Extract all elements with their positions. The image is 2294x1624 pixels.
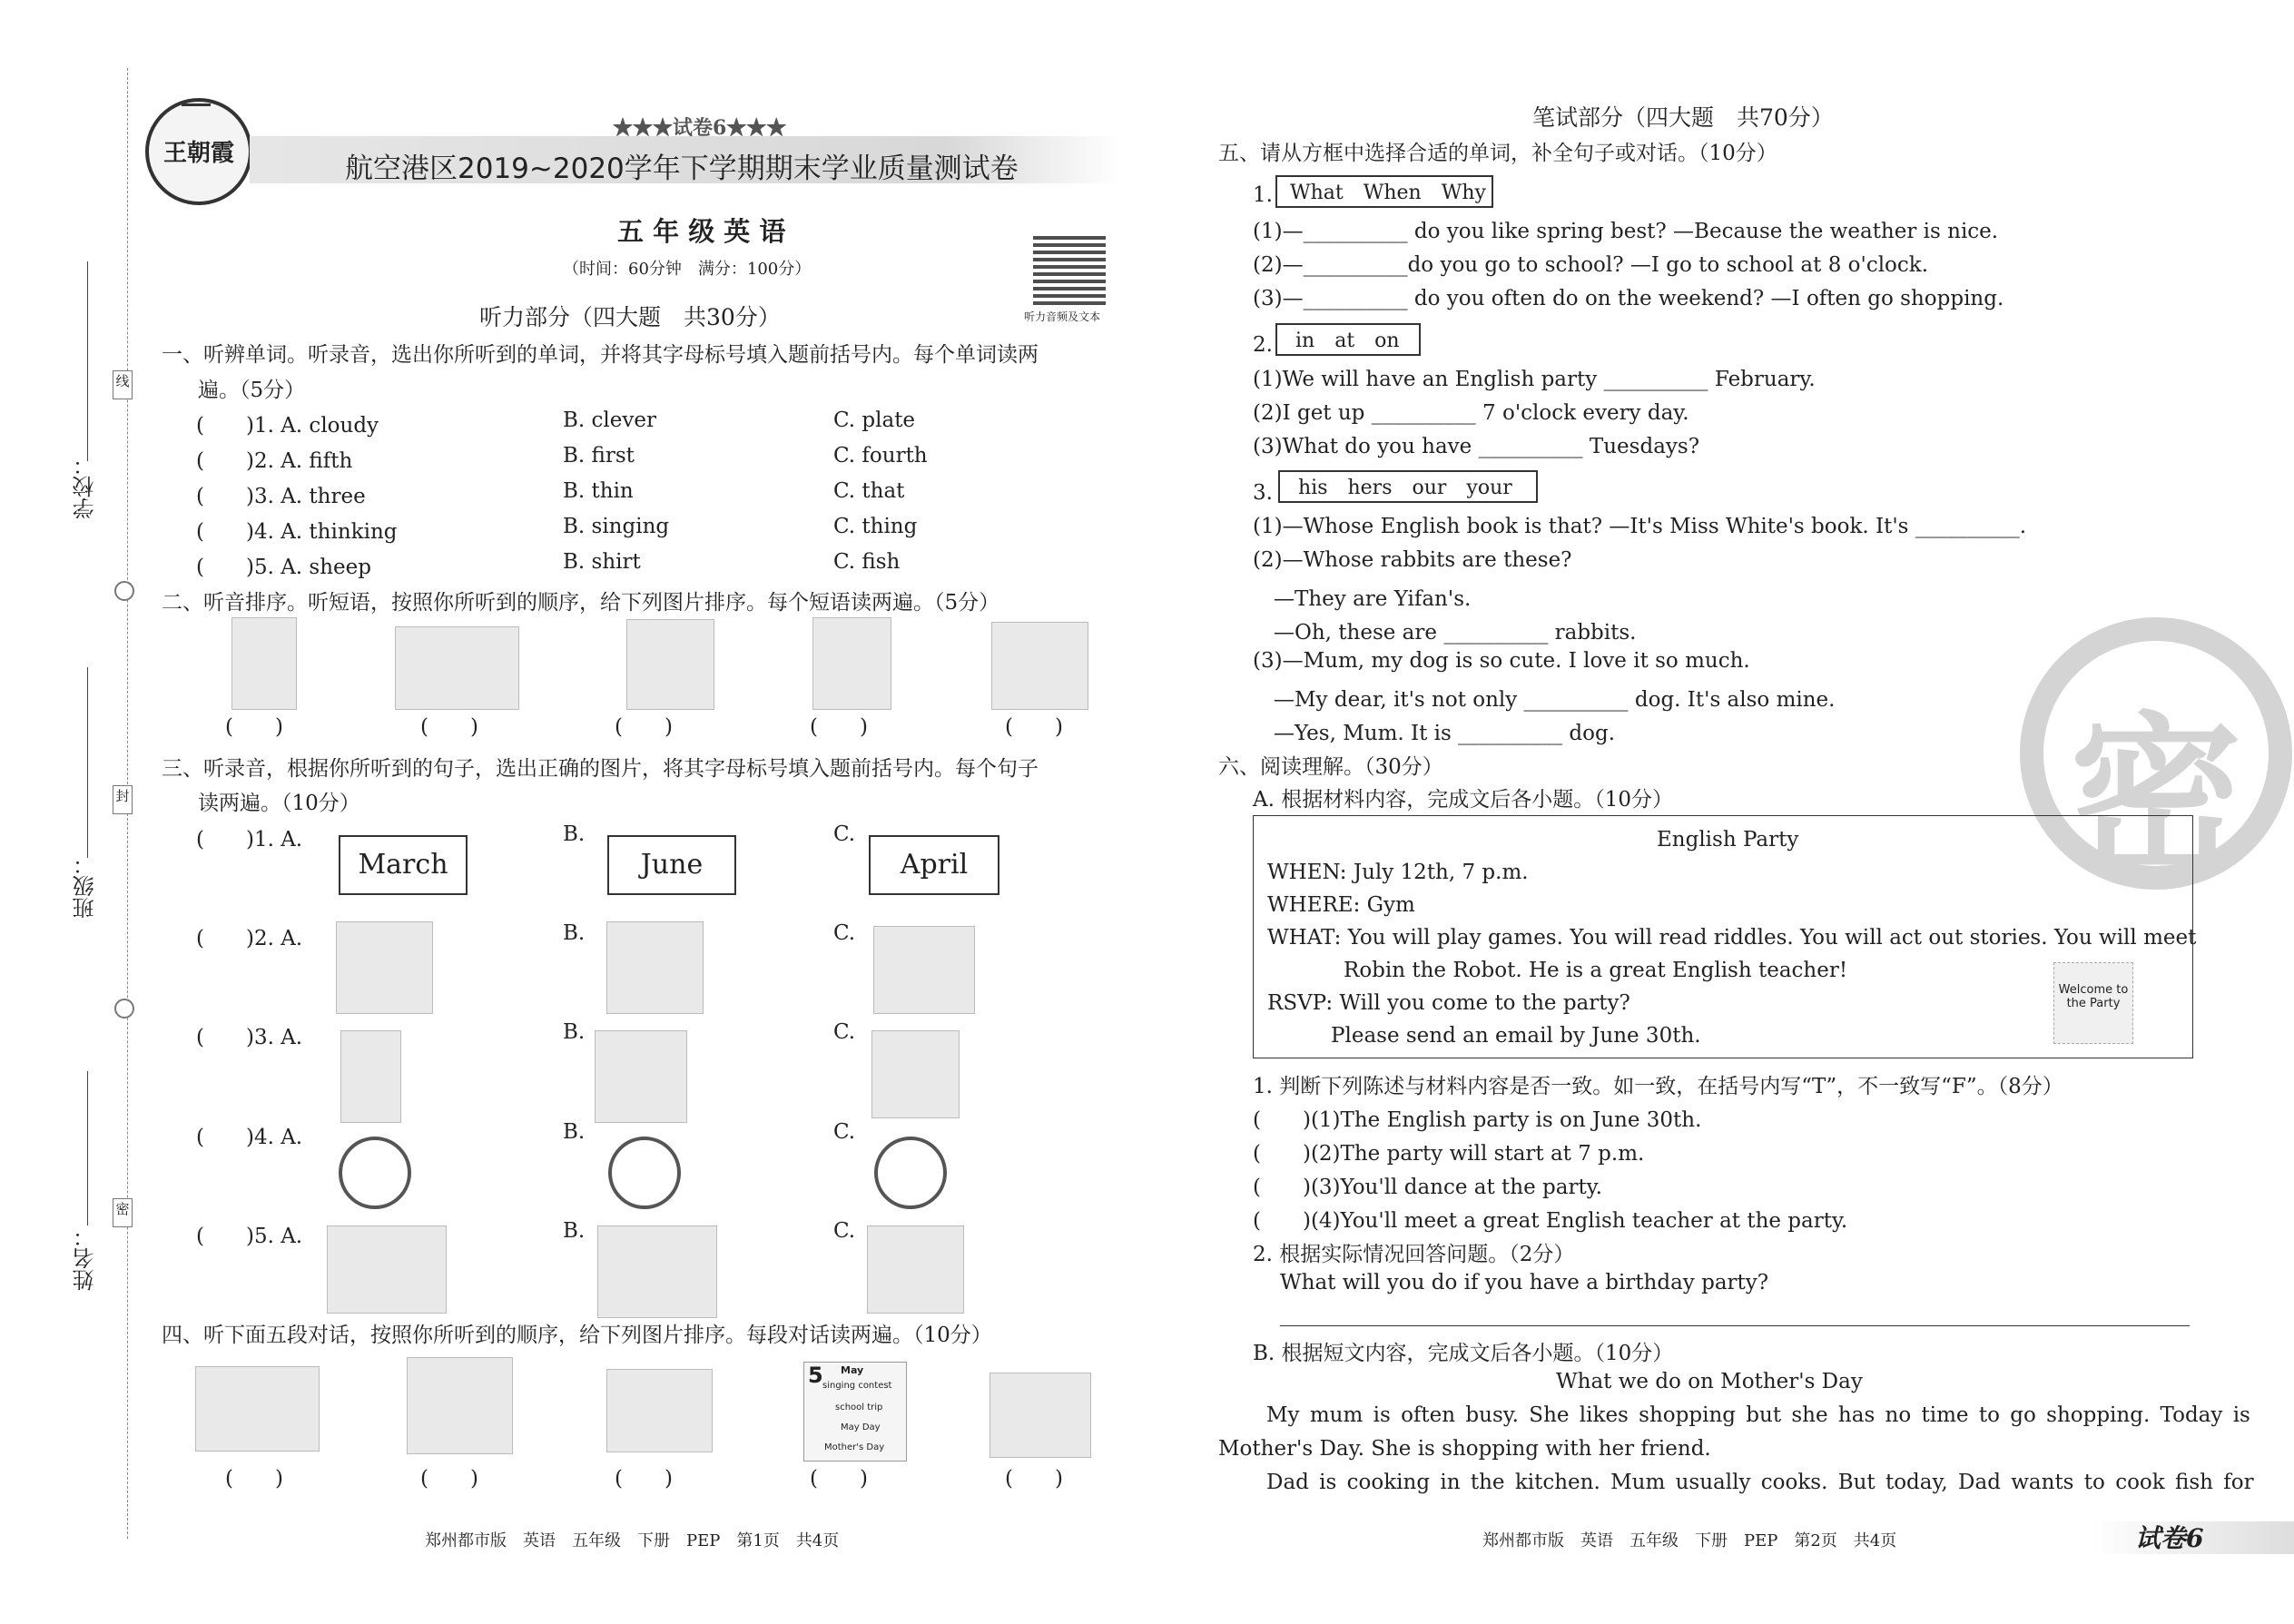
welcome-party-picture: Welcome to the Party <box>2053 962 2133 1044</box>
q6-a2-instruction: 2. 根据实际情况回答问题。（2分） <box>1253 1243 1575 1266</box>
q5-sentence[interactable]: (1)—Whose English book is that? —It's Miss White's book. It's __________. <box>1253 515 2027 538</box>
crown-icon <box>182 87 211 106</box>
q2-answer-blank[interactable]: ( ) <box>225 715 283 739</box>
picture-girl-shopping-cart <box>595 1030 687 1123</box>
no-talking-icon <box>608 1137 681 1209</box>
q1-option-b: B. thin <box>563 479 634 503</box>
picture-girl-washing <box>871 1030 960 1118</box>
picture-rabbit-by-fence <box>606 921 704 1014</box>
calendar-month: May <box>841 1364 864 1376</box>
exam-title: 航空港区2019~2020学年下学期期末学业质量测试卷 <box>345 153 1019 185</box>
option-b-label: B. <box>563 921 586 945</box>
card-line: Please send an email by June 30th. <box>1331 1024 1701 1048</box>
watermark-character: 密 <box>2069 697 2242 898</box>
time-info: （时间：60分钟 满分：100分） <box>563 260 812 279</box>
q1-option-c: C. fish <box>833 550 901 574</box>
q1-row[interactable]: ( )4. A. thinking <box>196 520 398 544</box>
seal-mark-secret: 密 <box>113 1198 133 1227</box>
q6-part-b-instruction: B. 根据短文内容，完成文后各小题。（10分） <box>1253 1342 1674 1365</box>
q5-group-number: 1. <box>1253 183 1273 207</box>
q1-row[interactable]: ( )3. A. three <box>196 485 366 508</box>
q1-row[interactable]: ( )5. A. sheep <box>196 556 371 579</box>
picture-winter-scene <box>327 1225 447 1314</box>
q1-row[interactable]: ( )1. A. cloudy <box>196 414 379 438</box>
picture-children-walking <box>991 622 1088 710</box>
q2-answer-blank[interactable]: ( ) <box>810 715 868 739</box>
answer-line[interactable] <box>1280 1325 2190 1326</box>
true-false-item[interactable]: ( )(4)You'll meet a great English teacher at the party. <box>1253 1209 1848 1233</box>
q2-instruction: 二、听音排序。听短语，按照你所听到的顺序，给下列图片排序。每个短语读两遍。（5分） <box>162 591 1000 615</box>
word-box: his hers our your <box>1278 470 1538 503</box>
q1-option-c: C. plate <box>833 408 916 432</box>
calendar-day: 5 <box>808 1363 823 1388</box>
card-line: RSVP: Will you come to the party? <box>1267 991 1630 1015</box>
q1-row[interactable]: ( )2. A. fifth <box>196 449 353 473</box>
q5-group-number: 2. <box>1253 333 1273 357</box>
q5-instruction: 五、请从方框中选择合适的单词，补全句子或对话。（10分） <box>1218 142 1777 165</box>
option-c-label: C. <box>833 1219 856 1243</box>
calendar-item: Mother's Day <box>824 1442 885 1452</box>
calendar-item: singing contest <box>822 1381 892 1391</box>
seal-mark-line: 线 <box>113 370 133 399</box>
q1-option-b: B. singing <box>563 515 670 538</box>
qr-code[interactable] <box>1033 232 1106 305</box>
picture-autumn-tree <box>867 1225 964 1314</box>
q1-instruction-cont: 遍。（5分） <box>198 379 306 402</box>
q5-sentence: —They are Yifan's. <box>1253 587 1472 611</box>
q1-instruction: 一、听辨单词。听录音，选出你所听到的单词，并将其字母标号填入题前括号内。每个单词读两 <box>162 343 1039 367</box>
card-line: Robin the Robot. He is a great English teacher! <box>1344 959 1848 982</box>
q6-a2-question: What will you do if you have a birthday party? <box>1280 1271 1769 1294</box>
passage-title: What we do on Mother's Day <box>1556 1370 1863 1393</box>
picture-dog-eating <box>873 926 975 1014</box>
q4-answer-blank[interactable]: ( ) <box>225 1467 283 1491</box>
true-false-item[interactable]: ( )(2)The party will start at 7 p.m. <box>1253 1142 1645 1166</box>
q5-sentence[interactable]: —Yes, Mum. It is __________ dog. <box>1253 722 1616 745</box>
calendar-item: May Day <box>841 1422 881 1432</box>
q6-instruction: 六、阅读理解。（30分） <box>1218 755 1443 779</box>
picture-snowy-house <box>597 1225 717 1318</box>
card-title: English Party <box>1657 828 1799 851</box>
name-label: 姓名： <box>73 1225 98 1291</box>
q5-group-number: 3. <box>1253 481 1273 505</box>
q1-option-c: C. fourth <box>833 444 928 468</box>
month-box-april: April <box>869 835 999 895</box>
q4-answer-blank[interactable]: ( ) <box>810 1467 868 1491</box>
picture-girl-singing <box>626 619 714 710</box>
q5-sentence[interactable]: (1)—__________ do you like spring best? —Because the weather is nice. <box>1253 220 1999 243</box>
q1-option-c: C. thing <box>833 515 918 538</box>
picture-cat-on-box <box>336 921 433 1014</box>
q2-answer-blank[interactable]: ( ) <box>420 715 478 739</box>
picture-mother-and-child <box>606 1369 713 1452</box>
q3-instruction: 三、听录音，根据你所听到的句子，选出正确的图片，将其字母标号填入题前括号内。每个句子 <box>162 757 1039 781</box>
q5-sentence[interactable]: (3)What do you have __________ Tuesdays? <box>1253 435 1700 458</box>
binding-hole-icon <box>114 999 134 1019</box>
footer-left: 郑州都市版 英语 五年级 下册 PEP 第1页 共4页 <box>425 1531 840 1550</box>
q5-sentence[interactable]: (3)—__________ do you often do on the weekend? —I often go shopping. <box>1253 287 2004 310</box>
q4-answer-blank[interactable]: ( ) <box>1005 1467 1063 1491</box>
q1-option-c: C. that <box>833 479 905 503</box>
writing-section-title: 笔试部分（四大题 共70分） <box>1532 104 1834 131</box>
q5-sentence[interactable]: —Oh, these are __________ rabbits. <box>1253 621 1637 645</box>
q3-row-label[interactable]: ( )3. A. <box>196 1026 303 1049</box>
word-box: What When Why <box>1275 175 1493 208</box>
class-label: 班级： <box>73 853 98 919</box>
option-c-label: C. <box>833 1020 856 1044</box>
q4-answer-blank[interactable]: ( ) <box>420 1467 478 1491</box>
q3-instruction-cont: 读两遍。（10分） <box>198 792 360 815</box>
brand-logo-text: 王朝霞 <box>162 140 234 167</box>
option-b-label: B. <box>563 1020 586 1044</box>
binding-hole-icon <box>114 581 134 601</box>
subject-title: 五 年 级 英 语 <box>617 216 786 247</box>
no-parking-icon <box>339 1137 411 1209</box>
picture-boy-cooking <box>812 617 891 710</box>
q6-a1-instruction: 1. 判断下列陈述与材料内容是否一致。如一致，在括号内写“T”，不一致写“F”。（8分） <box>1253 1075 2063 1098</box>
picture-girl-sweeping <box>340 1030 401 1123</box>
school-label: 学校： <box>73 454 98 519</box>
q4-answer-blank[interactable]: ( ) <box>615 1467 673 1491</box>
option-c-label: C. <box>833 822 856 846</box>
option-b-label: B. <box>563 822 586 846</box>
calendar-item: school trip <box>835 1403 883 1412</box>
footer-badge: 试卷6 <box>2135 1523 2204 1553</box>
class-blank[interactable] <box>87 667 88 858</box>
true-false-item[interactable]: ( )(1)The English party is on June 30th. <box>1253 1108 1702 1132</box>
true-false-item[interactable]: ( )(3)You'll dance at the party. <box>1253 1176 1602 1199</box>
calendar-picture <box>803 1362 907 1462</box>
q3-row-label[interactable]: ( )4. A. <box>196 1126 303 1149</box>
q1-option-b: B. clever <box>563 408 656 432</box>
no-food-icon <box>874 1137 947 1209</box>
name-blank[interactable] <box>87 1071 88 1225</box>
q1-option-b: B. shirt <box>563 550 641 574</box>
q1-option-b: B. first <box>563 444 635 468</box>
card-line: WHEN: July 12th, 7 p.m. <box>1267 861 1529 884</box>
month-box-june: June <box>607 835 736 895</box>
q3-row-label[interactable]: ( )2. A. <box>196 927 303 950</box>
option-b-label: B. <box>563 1120 586 1144</box>
q3-row-label[interactable]: ( )1. A. <box>196 828 303 851</box>
option-b-label: B. <box>563 1219 586 1243</box>
passage-line: My mum is often busy. She likes shopping but she has no time to go shopping. Today is <box>1266 1403 2250 1427</box>
picture-family-with-dog <box>407 1357 513 1454</box>
word-box: in at on <box>1275 323 1421 356</box>
qr-caption: 听力音频及文本 <box>1024 310 1101 323</box>
month-box-march: March <box>339 835 468 895</box>
listening-section-title: 听力部分（四大题 共30分） <box>479 304 781 330</box>
q5-sentence[interactable]: —My dear, it's not only __________ dog. It's also mine. <box>1253 688 1836 712</box>
school-blank[interactable] <box>87 261 88 461</box>
q4-instruction: 四、听下面五段对话，按照你所听到的顺序，给下列图片排序。每段对话读两遍。（10分） <box>162 1324 992 1347</box>
brand-logo <box>145 98 252 205</box>
picture-panda-and-snowman <box>989 1373 1091 1458</box>
q5-sentence[interactable]: (2)I get up __________ 7 o'clock every day. <box>1253 401 1689 425</box>
card-line: WHAT: You will play games. You will read riddles. You will act out stories. You will meet <box>1267 926 2197 950</box>
q2-answer-blank[interactable]: ( ) <box>1005 715 1063 739</box>
footer-right: 郑州都市版 英语 五年级 下册 PEP 第2页 共4页 <box>1482 1531 1897 1550</box>
card-line: WHERE: Gym <box>1267 893 1415 917</box>
q5-sentence: (3)—Mum, my dog is so cute. I love it so much. <box>1253 649 1750 673</box>
q5-sentence[interactable]: (1)We will have an English party __________ February. <box>1253 368 1816 391</box>
picture-girl-walking-dog <box>231 617 297 710</box>
q5-sentence: (2)—Whose rabbits are these? <box>1253 548 1572 572</box>
passage-line: Mother's Day. She is shopping with her friend. <box>1218 1437 1711 1461</box>
option-c-label: C. <box>833 1120 856 1144</box>
passage-line: Dad is cooking in the kitchen. Mum usually cooks. But today, Dad wants to cook fish for <box>1266 1471 2254 1494</box>
exam-number-label: ★★★试卷6★★★ <box>613 116 787 140</box>
q6-part-a-instruction: A. 根据材料内容，完成文后各小题。（10分） <box>1253 788 1673 812</box>
seal-mark-seal: 封 <box>113 785 133 814</box>
q2-answer-blank[interactable]: ( ) <box>615 715 673 739</box>
q5-sentence[interactable]: (2)—__________do you go to school? —I go to school at 8 o'clock. <box>1253 253 1929 277</box>
option-c-label: C. <box>833 921 856 945</box>
picture-swimming <box>395 626 519 710</box>
q3-row-label[interactable]: ( )5. A. <box>196 1225 303 1248</box>
picture-children-playing <box>195 1366 320 1452</box>
